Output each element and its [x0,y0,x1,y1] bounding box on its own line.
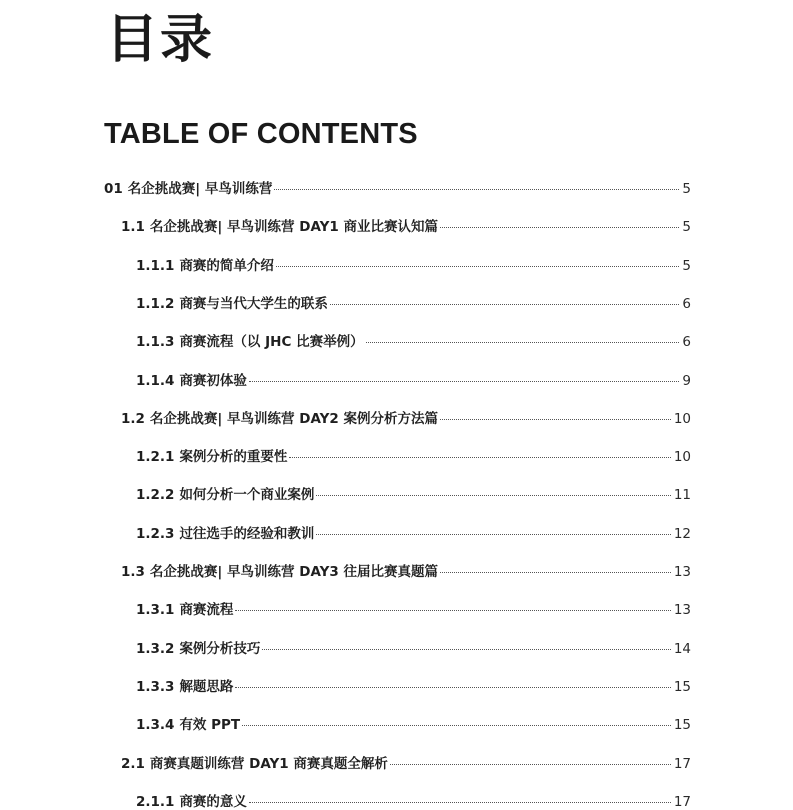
toc-entry-page-number: 12 [673,526,691,542]
toc-dot-leader [242,724,671,726]
toc-entry-page-number: 11 [673,487,691,503]
toc-entry-page-number: 6 [682,334,691,350]
toc-dot-leader [289,456,670,458]
toc-entry-number: 1.3 [121,564,145,580]
toc-dot-leader [330,303,679,305]
toc-dot-leader [366,341,680,343]
toc-entry-number: 1.3.1 [136,602,175,618]
toc-entry-title: 名企挑战赛| 早鸟训练营 DAY2 案例分析方法篇 [149,411,438,427]
toc-entry-number: 1.3.3 [136,679,175,695]
toc-dot-leader [249,801,671,803]
toc-entry-page-number: 17 [673,794,691,810]
toc-entry[interactable] [136,639,691,659]
toc-entry[interactable] [136,600,691,620]
toc-dot-leader [262,648,670,650]
toc-entry-page-number: 13 [673,602,691,618]
toc-entry-page-number: 5 [682,181,691,197]
toc-entry-number: 2.1 [121,756,145,772]
toc-entry-number: 1.3.2 [136,641,175,657]
toc-entry-page-number: 15 [673,717,691,733]
toc-entry[interactable] [121,562,691,582]
toc-entry-number: 1.2.3 [136,526,175,542]
toc-entry-number: 1.1.4 [136,373,175,389]
toc-entry-page-number: 10 [673,449,691,465]
toc-entry-page-number: 15 [673,679,691,695]
toc-entry-title: 商赛流程（以 JHC 比赛举例） [179,334,364,350]
toc-entry-number: 1.1.1 [136,258,175,274]
toc-entry-number: 01 [104,181,123,197]
page-title-en: TABLE OF CONTENTS [104,118,418,150]
toc-dot-leader [440,571,671,573]
toc-entry-number: 2.1.1 [136,794,175,810]
toc-entry-page-number: 5 [682,258,691,274]
toc-entry[interactable] [136,715,691,735]
toc-dot-leader [440,226,679,228]
toc-dot-leader [235,686,670,688]
toc-entry[interactable] [121,409,691,429]
toc-entry-page-number: 14 [673,641,691,657]
toc-dot-leader [249,380,679,382]
toc-entry[interactable] [104,179,691,199]
toc-entry-title: 有效 PPT [179,717,241,733]
toc-entry-number: 1.2.2 [136,487,175,503]
toc-entry[interactable] [136,677,691,697]
toc-entry[interactable] [136,332,691,352]
toc-entry-title: 过往选手的经验和教训 [179,526,315,542]
toc-entry-title: 名企挑战赛| 早鸟训练营 DAY1 商业比赛认知篇 [149,219,438,235]
toc-dot-leader [274,188,679,190]
toc-entry-title: 案例分析技巧 [179,641,261,657]
toc-dot-leader [235,609,670,611]
page-title-cn: 目录 [106,10,215,70]
toc-entry-title: 商赛初体验 [179,373,247,389]
toc-entry-page-number: 10 [673,411,691,427]
toc-entry-number: 1.2.1 [136,449,175,465]
toc-entry[interactable] [136,524,691,544]
toc-entry-number: 1.3.4 [136,717,175,733]
toc-entry-title: 名企挑战赛| 早鸟训练营 [127,181,273,197]
toc-entry[interactable] [136,256,691,276]
toc-entry-page-number: 6 [682,296,691,312]
toc-dot-leader [440,418,671,420]
toc-entry-title: 解题思路 [179,679,234,695]
toc-entry-title: 商赛流程 [179,602,234,618]
toc-entry-title: 商赛的意义 [179,794,247,810]
toc-entry-page-number: 5 [682,219,691,235]
toc-entry[interactable] [121,754,691,774]
toc-entry[interactable] [136,447,691,467]
toc-entry[interactable] [136,485,691,505]
toc-entry-title: 商赛真题训练营 DAY1 商赛真题全解析 [149,756,388,772]
toc-entry-title: 案例分析的重要性 [179,449,288,465]
toc-entry-page-number: 13 [673,564,691,580]
toc-entry-page-number: 9 [682,373,691,389]
toc-entry-title: 如何分析一个商业案例 [179,487,315,503]
toc-entry-number: 1.1.3 [136,334,175,350]
toc-entry-number: 1.1 [121,219,145,235]
toc-dot-leader [316,533,670,535]
toc-dot-leader [276,265,679,267]
toc-entry[interactable] [136,294,691,314]
toc-entry-number: 1.1.2 [136,296,175,312]
toc-dot-leader [390,763,671,765]
toc-entry-number: 1.2 [121,411,145,427]
toc-entry-title: 商赛的简单介绍 [179,258,274,274]
toc-dot-leader [316,494,670,496]
toc-entry[interactable] [136,792,691,810]
toc-entry-title: 商赛与当代大学生的联系 [179,296,328,312]
toc-entry-page-number: 17 [673,756,691,772]
toc-entry-title: 名企挑战赛| 早鸟训练营 DAY3 往届比赛真题篇 [149,564,438,580]
toc-entry[interactable] [121,217,691,237]
toc-entry[interactable] [136,371,691,391]
